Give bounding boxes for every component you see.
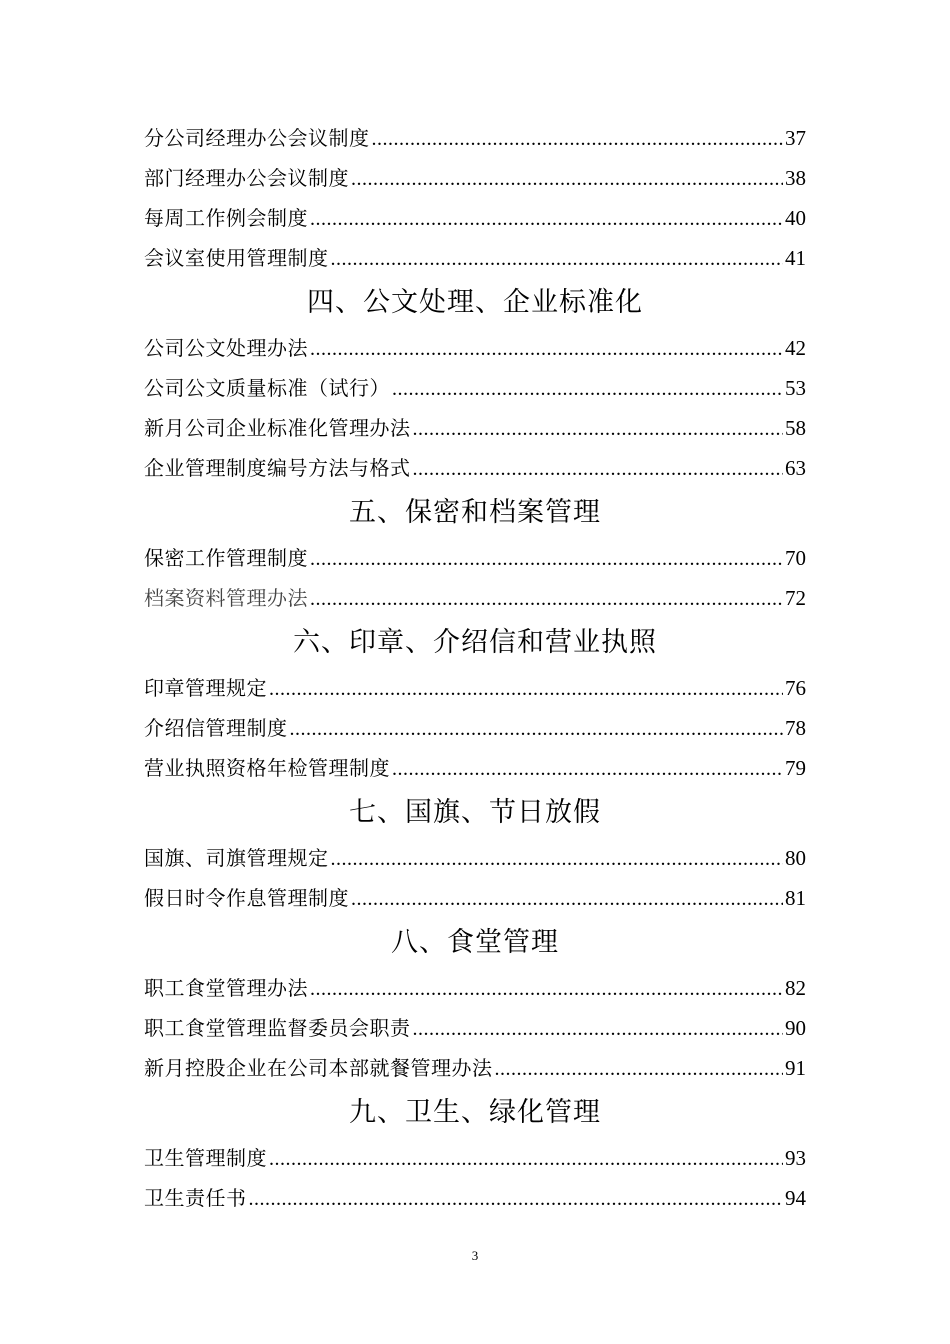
- table-of-contents: [144, 118, 806, 1218]
- toc-entry-title: 公司公文质量标准（试行）: [144, 376, 390, 400]
- section-heading: 八、食堂管理: [391, 927, 559, 958]
- dot-leader: [310, 199, 783, 239]
- toc-entry-title: 每周工作例会制度: [144, 206, 308, 230]
- toc-entry-title: 企业管理制度编号方法与格式: [144, 456, 411, 480]
- dot-leader: [331, 239, 784, 279]
- toc-entry[interactable]: [144, 538, 806, 578]
- section-heading: 九、卫生、绿化管理: [349, 1097, 601, 1128]
- toc-entry[interactable]: [144, 198, 806, 238]
- section-heading: 七、国旗、节日放假: [349, 797, 601, 828]
- toc-entry[interactable]: [144, 158, 806, 198]
- toc-entry-page: 79: [785, 756, 806, 780]
- dot-leader: [331, 839, 784, 879]
- toc-entry[interactable]: [144, 1008, 806, 1048]
- toc-entry[interactable]: [144, 748, 806, 788]
- dot-leader: [413, 1009, 784, 1049]
- toc-entry-title: 保密工作管理制度: [144, 546, 308, 570]
- toc-entry-title: 分公司经理办公会议制度: [144, 126, 370, 150]
- dot-leader: [413, 449, 784, 489]
- dot-leader: [310, 969, 783, 1009]
- toc-entry-title: 档案资料管理办法: [144, 586, 308, 610]
- toc-entry-title: 卫生责任书: [144, 1186, 247, 1210]
- toc-entry-title: 职工食堂管理监督委员会职责: [144, 1016, 411, 1040]
- toc-entry-title: 印章管理规定: [144, 676, 267, 700]
- toc-entry-title: 卫生管理制度: [144, 1146, 267, 1170]
- toc-entry-title: 部门经理办公会议制度: [144, 166, 349, 190]
- toc-entry-title: 新月公司企业标准化管理办法: [144, 416, 411, 440]
- dot-leader: [269, 1139, 783, 1179]
- dot-leader: [351, 159, 783, 199]
- dot-leader: [310, 539, 783, 579]
- toc-entry[interactable]: [144, 838, 806, 878]
- toc-entry[interactable]: [144, 1178, 806, 1218]
- dot-leader: [372, 119, 784, 159]
- toc-entry[interactable]: [144, 708, 806, 748]
- toc-entry-title: 会议室使用管理制度: [144, 246, 329, 270]
- toc-entry-page: 91: [785, 1056, 806, 1080]
- toc-entry-title: 国旗、司旗管理规定: [144, 846, 329, 870]
- toc-entry-page: 53: [785, 376, 806, 400]
- page-number: 3: [471, 1248, 479, 1263]
- toc-entry-title: 职工食堂管理办法: [144, 976, 308, 1000]
- toc-entry[interactable]: [144, 118, 806, 158]
- section-heading: 六、印章、介绍信和营业执照: [293, 627, 657, 658]
- toc-entry[interactable]: [144, 448, 806, 488]
- toc-entry[interactable]: [144, 668, 806, 708]
- toc-entry-page: 58: [785, 416, 806, 440]
- dot-leader: [249, 1179, 784, 1219]
- toc-entry-title: 营业执照资格年检管理制度: [144, 756, 390, 780]
- toc-entry[interactable]: [144, 328, 806, 368]
- toc-entry-page: 72: [785, 586, 806, 610]
- dot-leader: [310, 579, 783, 619]
- toc-entry-page: 93: [785, 1146, 806, 1170]
- dot-leader: [413, 409, 784, 449]
- toc-entry-page: 80: [785, 846, 806, 870]
- toc-entry-page: 63: [785, 456, 806, 480]
- toc-entry-page: 94: [785, 1186, 806, 1210]
- toc-entry-page: 82: [785, 976, 806, 1000]
- toc-entry-title: 介绍信管理制度: [144, 716, 288, 740]
- dot-leader: [269, 669, 783, 709]
- toc-entry-page: 37: [785, 126, 806, 150]
- toc-entry-page: 81: [785, 886, 806, 910]
- toc-entry-title: 假日时令作息管理制度: [144, 886, 349, 910]
- toc-entry[interactable]: [144, 878, 806, 918]
- toc-entry[interactable]: [144, 1048, 806, 1088]
- dot-leader: [290, 709, 784, 749]
- toc-entry-page: 41: [785, 246, 806, 270]
- toc-entry[interactable]: [144, 968, 806, 1008]
- dot-leader: [495, 1049, 784, 1089]
- toc-entry-page: 40: [785, 206, 806, 230]
- toc-entry-page: 76: [785, 676, 806, 700]
- dot-leader: [392, 749, 783, 789]
- toc-entry[interactable]: [144, 1138, 806, 1178]
- toc-entry-title: 新月控股企业在公司本部就餐管理办法: [144, 1056, 493, 1080]
- dot-leader: [351, 879, 783, 919]
- toc-entry-page: 38: [785, 166, 806, 190]
- toc-entry-title: 公司公文处理办法: [144, 336, 308, 360]
- dot-leader: [310, 329, 783, 369]
- toc-entry-page: 78: [785, 716, 806, 740]
- toc-entry[interactable]: [144, 368, 806, 408]
- toc-entry[interactable]: [144, 578, 806, 618]
- toc-entry-page: 42: [785, 336, 806, 360]
- toc-entry[interactable]: [144, 238, 806, 278]
- section-heading: 四、公文处理、企业标准化: [307, 287, 643, 318]
- toc-entry-page: 90: [785, 1016, 806, 1040]
- section-heading: 五、保密和档案管理: [349, 497, 601, 528]
- dot-leader: [392, 369, 783, 409]
- toc-entry-page: 70: [785, 546, 806, 570]
- toc-entry[interactable]: [144, 408, 806, 448]
